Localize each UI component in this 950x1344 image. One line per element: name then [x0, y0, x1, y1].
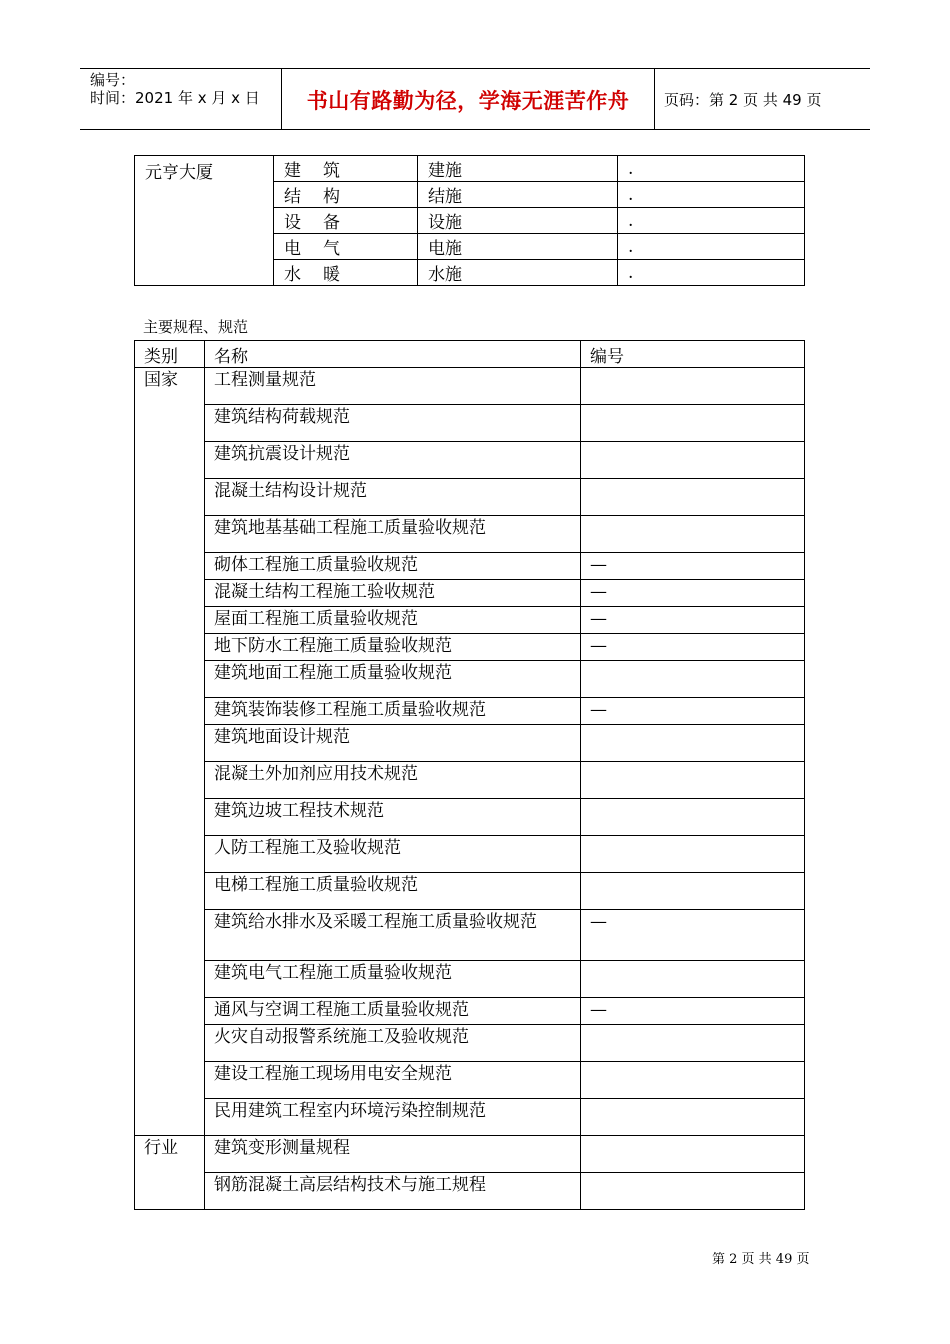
- standard-code: —: [581, 580, 805, 607]
- drawings-table: [134, 155, 805, 286]
- column-header-name: 名称: [205, 341, 581, 368]
- standard-code: [581, 368, 805, 405]
- table-row: [135, 762, 805, 799]
- drawing-code: 结施: [418, 182, 618, 208]
- header-meta: [90, 71, 260, 107]
- standard-code: [581, 1099, 805, 1136]
- table-row: [135, 873, 805, 910]
- header-motto: 书山有路勤为径，学海无涯苦作舟: [306, 89, 630, 113]
- standard-name: 建筑地面设计规范: [205, 725, 581, 762]
- table-row: [135, 1062, 805, 1099]
- standards-caption: 主要规程、规范: [143, 318, 249, 336]
- table-row: [135, 156, 805, 182]
- standard-name: 建筑给水排水及采暖工程施工质量验收规范: [205, 910, 581, 961]
- standard-code: [581, 405, 805, 442]
- drawing-code: 电施: [418, 234, 618, 260]
- standard-code: [581, 836, 805, 873]
- table-row: [135, 368, 805, 405]
- standard-code: [581, 873, 805, 910]
- table-row: [135, 580, 805, 607]
- standard-code: [581, 799, 805, 836]
- standard-code: [581, 442, 805, 479]
- standard-name: 建筑地面工程施工质量验收规范: [205, 661, 581, 698]
- standard-code: [581, 1173, 805, 1210]
- table-row: [135, 442, 805, 479]
- table-row: [135, 661, 805, 698]
- standard-name: 建筑结构荷载规范: [205, 405, 581, 442]
- standard-name: 砌体工程施工质量验收规范: [205, 553, 581, 580]
- standard-code: —: [581, 634, 805, 661]
- standard-code: —: [581, 698, 805, 725]
- standard-name: 混凝土外加剂应用技术规范: [205, 762, 581, 799]
- system-name: 水暖: [274, 260, 418, 286]
- table-row: [135, 1099, 805, 1136]
- table-row: [135, 698, 805, 725]
- table-row: [135, 836, 805, 873]
- standard-name: 工程测量规范: [205, 368, 581, 405]
- drawing-value: .: [618, 260, 805, 286]
- doc-date-label: 时间：2021 年 x 月 x 日: [90, 89, 260, 107]
- standards-table: [134, 340, 805, 1210]
- standard-code: [581, 762, 805, 799]
- standard-code: [581, 661, 805, 698]
- header-divider: [654, 69, 655, 129]
- table-row: [135, 479, 805, 516]
- drawing-value: .: [618, 182, 805, 208]
- standard-code: [581, 725, 805, 762]
- standard-code: —: [581, 998, 805, 1025]
- standard-name: 地下防水工程施工质量验收规范: [205, 634, 581, 661]
- drawing-value: .: [618, 208, 805, 234]
- table-header-row: [135, 341, 805, 368]
- table-row: [135, 910, 805, 961]
- standard-name: 钢筋混凝土高层结构技术与施工规程: [205, 1173, 581, 1210]
- standard-name: 通风与空调工程施工质量验收规范: [205, 998, 581, 1025]
- standard-code: [581, 961, 805, 998]
- category-cell: 国家: [135, 368, 205, 1136]
- standard-name: 建筑变形测量规程: [205, 1136, 581, 1173]
- table-row: [135, 634, 805, 661]
- table-row: [135, 607, 805, 634]
- column-header-category: 类别: [135, 341, 205, 368]
- header-page-number: 页码：第 2 页 共 49 页: [664, 91, 822, 109]
- standard-name: 屋面工程施工质量验收规范: [205, 607, 581, 634]
- system-name: 设备: [274, 208, 418, 234]
- standard-code: [581, 1062, 805, 1099]
- standard-code: [581, 1025, 805, 1062]
- standard-name: 混凝土结构工程施工验收规范: [205, 580, 581, 607]
- drawing-code: 水施: [418, 260, 618, 286]
- standard-code: —: [581, 553, 805, 580]
- standard-name: 建筑装饰装修工程施工质量验收规范: [205, 698, 581, 725]
- standard-name: 混凝土结构设计规范: [205, 479, 581, 516]
- standard-name: 建设工程施工现场用电安全规范: [205, 1062, 581, 1099]
- system-name: 建筑: [274, 156, 418, 182]
- drawing-value: .: [618, 156, 805, 182]
- standard-name: 电梯工程施工质量验收规范: [205, 873, 581, 910]
- table-row: [135, 553, 805, 580]
- standard-name: 建筑边坡工程技术规范: [205, 799, 581, 836]
- drawing-code: 建施: [418, 156, 618, 182]
- drawing-code: 设施: [418, 208, 618, 234]
- standard-code: —: [581, 910, 805, 961]
- standard-name: 火灾自动报警系统施工及验收规范: [205, 1025, 581, 1062]
- table-row: [135, 998, 805, 1025]
- table-row: [135, 799, 805, 836]
- system-name: 电气: [274, 234, 418, 260]
- column-header-code: 编号: [581, 341, 805, 368]
- standard-name: 民用建筑工程室内环境污染控制规范: [205, 1099, 581, 1136]
- footer-page-number: 第 2 页 共 49 页: [712, 1252, 810, 1267]
- standard-name: 建筑地基基础工程施工质量验收规范: [205, 516, 581, 553]
- standard-code: —: [581, 607, 805, 634]
- standard-code: [581, 1136, 805, 1173]
- project-name: 元亨大厦: [135, 156, 274, 286]
- standard-name: 建筑抗震设计规范: [205, 442, 581, 479]
- drawing-value: .: [618, 234, 805, 260]
- table-row: [135, 516, 805, 553]
- table-row: [135, 725, 805, 762]
- table-row: [135, 1136, 805, 1173]
- standard-name: 人防工程施工及验收规范: [205, 836, 581, 873]
- system-name: 结构: [274, 182, 418, 208]
- table-row: [135, 405, 805, 442]
- standard-code: [581, 479, 805, 516]
- table-row: [135, 1025, 805, 1062]
- standard-name: 建筑电气工程施工质量验收规范: [205, 961, 581, 998]
- table-row: [135, 1173, 805, 1210]
- page-header: [80, 68, 870, 130]
- standard-code: [581, 516, 805, 553]
- doc-number-label: 编号：: [90, 71, 136, 89]
- category-cell: 行业: [135, 1136, 205, 1210]
- table-row: [135, 961, 805, 998]
